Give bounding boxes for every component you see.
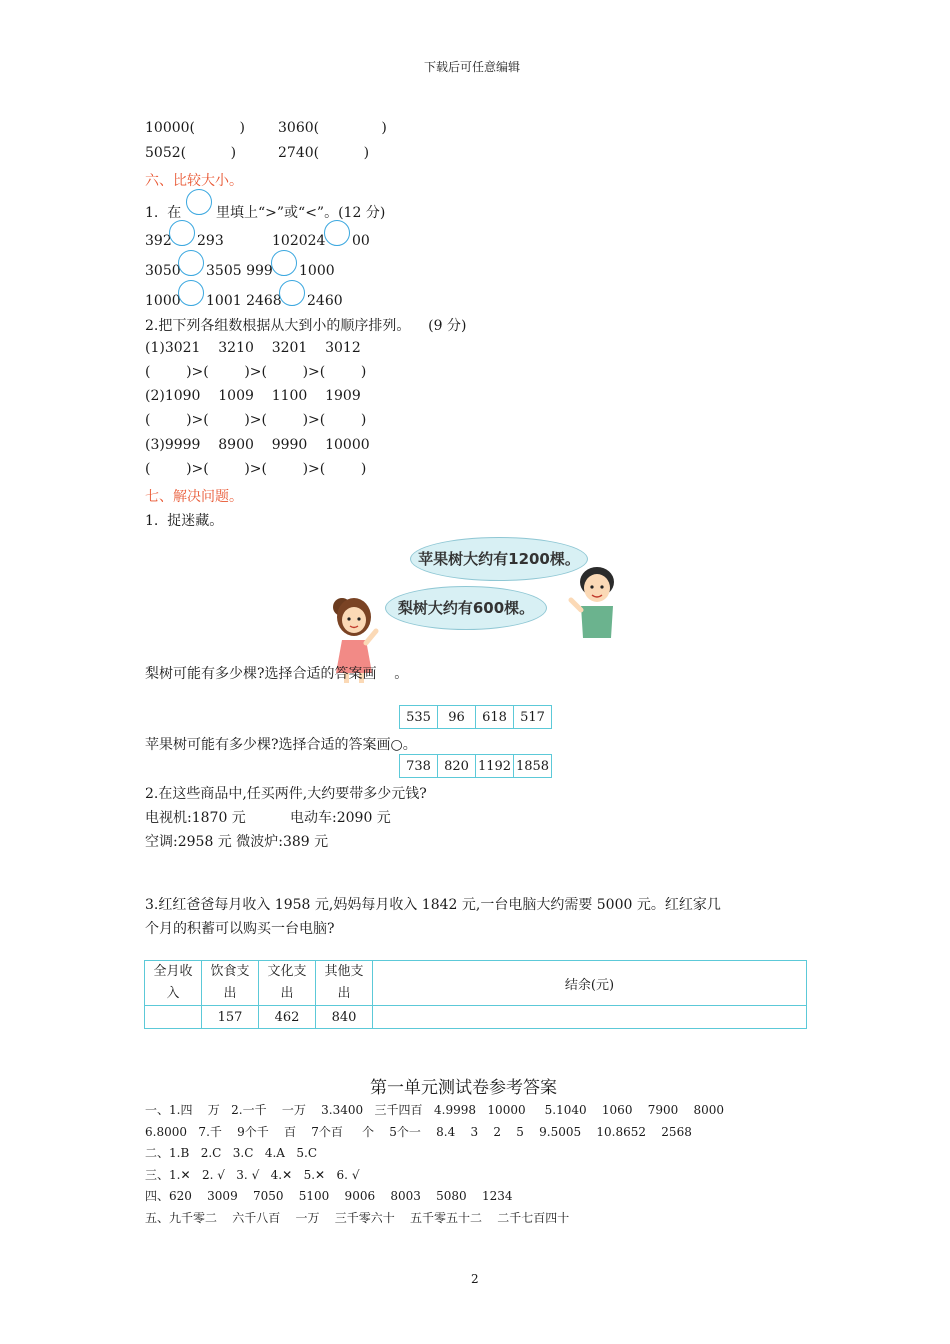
bubble-apple-text: 苹果树大约有1200棵。 (418, 550, 580, 568)
answer-line-2: 6.8000 7.千 9个千 百 7个百 个 5个一 8.4 3 2 5 9.5005 10.8652 2568 (145, 1125, 692, 1139)
order-group-1: (1)3021 3210 3201 3012 (145, 340, 361, 356)
answer-circle[interactable] (279, 280, 305, 306)
page-number: 2 (471, 1272, 479, 1286)
answer-line-4: 三、1.✕ 2. √ 3. √ 4.✕ 5.✕ 6. √ (145, 1168, 360, 1182)
header-monthly-income (145, 961, 202, 1006)
header-line: 出 (280, 986, 294, 1001)
header-line: 出 (337, 986, 351, 1001)
section-6-title: 六、比较大小。 (145, 173, 243, 189)
compare-instruction-suffix: 里填上“>”或“<”。(12 分) (216, 205, 386, 221)
price-scooter: 电动车:2090 元 (290, 810, 391, 826)
boy-illustration (565, 562, 625, 642)
compare-number: 2460 (307, 293, 343, 309)
order-blanks: ( )>( )>( )>( ) (145, 364, 367, 380)
reading-line-2a: 5052( ) (145, 145, 237, 161)
answer-circle[interactable] (324, 220, 350, 246)
cell-food-expense: 157 (202, 1006, 259, 1029)
header-note: 下载后可任意编辑 (424, 60, 521, 74)
order-instruction: 2.把下列各组数根据从大到小的顺序排列。 (9 分) (145, 318, 467, 334)
pear-option[interactable]: 96 (438, 706, 476, 729)
cell-monthly-income[interactable] (145, 1006, 202, 1029)
answer-circle[interactable] (169, 220, 195, 246)
compare-number: 293 (197, 233, 224, 249)
pear-question: 梨树可能有多少棵?选择合适的答案画 。 (145, 666, 409, 682)
cell-culture-expense: 462 (259, 1006, 316, 1029)
answer-circle[interactable] (178, 280, 204, 306)
reading-line-1b: 3060( ) (278, 120, 387, 136)
compare-number: 00 (352, 233, 370, 249)
pear-option[interactable]: 535 (400, 706, 438, 729)
compare-number: 1000 (145, 293, 181, 309)
pear-option[interactable]: 618 (476, 706, 514, 729)
cell-other-expense: 840 (316, 1006, 373, 1029)
answer-circle[interactable] (271, 250, 297, 276)
header-other-expense (316, 961, 373, 1006)
bubble-pear-text: 梨树大约有600棵。 (397, 599, 535, 617)
compare-number: 1001 2468 (206, 293, 282, 309)
price-tv: 电视机:1870 元 (145, 810, 246, 826)
order-group-3: (3)9999 8900 9990 10000 (145, 437, 370, 453)
savings-question-line-1: 3.红红爸爸每月收入 1958 元,妈妈每月收入 1842 元,一台电脑大约需要 5000 元。红红家几 (145, 897, 721, 913)
header-line: 文化支 (267, 964, 307, 979)
reading-line-2b: 2740( ) (278, 145, 370, 161)
cell-balance[interactable] (373, 1006, 807, 1029)
compare-number: 1000 (299, 263, 335, 279)
apple-option[interactable]: 1192 (476, 755, 514, 778)
shopping-question: 2.在这些商品中,任买两件,大约要带多少元钱? (145, 786, 427, 802)
speech-bubble-pear (385, 586, 547, 630)
header-food-expense (202, 961, 259, 1006)
header-line: 出 (223, 986, 237, 1001)
price-ac-microwave: 空调:2958 元 微波炉:389 元 (145, 834, 329, 850)
answers-title: 第一单元测试卷参考答案 (370, 1078, 557, 1098)
header-balance: 结余(元) (373, 961, 807, 1006)
section-7-title: 七、解决问题。 (145, 489, 243, 505)
savings-question-line-2: 个月的积蓄可以购买一台电脑? (145, 921, 335, 937)
header-line: 入 (166, 986, 180, 1001)
reading-line-1a: 10000( ) (145, 120, 245, 136)
pear-options-table (399, 705, 552, 729)
compare-number: 102024 (272, 233, 326, 249)
apple-option[interactable]: 1858 (514, 755, 552, 778)
apple-options-table (399, 754, 552, 778)
order-group-2: (2)1090 1009 1100 1909 (145, 388, 361, 404)
answer-circle[interactable] (186, 189, 212, 215)
header-line: 饮食支 (210, 964, 250, 979)
compare-instruction-prefix: 1. 在 (145, 205, 182, 221)
pear-option[interactable]: 517 (514, 706, 552, 729)
order-blanks: ( )>( )>( )>( ) (145, 461, 367, 477)
header-culture-expense (259, 961, 316, 1006)
order-blanks: ( )>( )>( )>( ) (145, 412, 367, 428)
hide-and-seek-question: 1. 捉迷藏。 (145, 513, 224, 529)
apple-option[interactable]: 738 (400, 755, 438, 778)
compare-number: 392 (145, 233, 172, 249)
apple-option[interactable]: 820 (438, 755, 476, 778)
header-line: 其他支 (324, 964, 364, 979)
compare-number: 3050 (145, 263, 181, 279)
answer-circle[interactable] (178, 250, 204, 276)
answer-line-3: 二、1.B 2.C 3.C 4.A 5.C (145, 1146, 318, 1160)
answer-line-6: 五、九千零二 六千八百 一万 三千零六十 五千零五十二 二千七百四十 (145, 1211, 570, 1225)
header-line: 全月收 (153, 964, 193, 979)
apple-question: 苹果树可能有多少棵?选择合适的答案画○。 (145, 737, 417, 753)
budget-table (144, 960, 807, 1029)
compare-number: 3505 999 (206, 263, 273, 279)
speech-bubble-apple (410, 537, 588, 581)
answer-line-1: 一、1.四 万 2.一千 一万 3.3400 三千四百 4.9998 10000 5.1040 1060 7900 8000 (145, 1103, 725, 1117)
answer-line-5: 四、620 3009 7050 5100 9006 8003 5080 1234 (145, 1189, 513, 1203)
